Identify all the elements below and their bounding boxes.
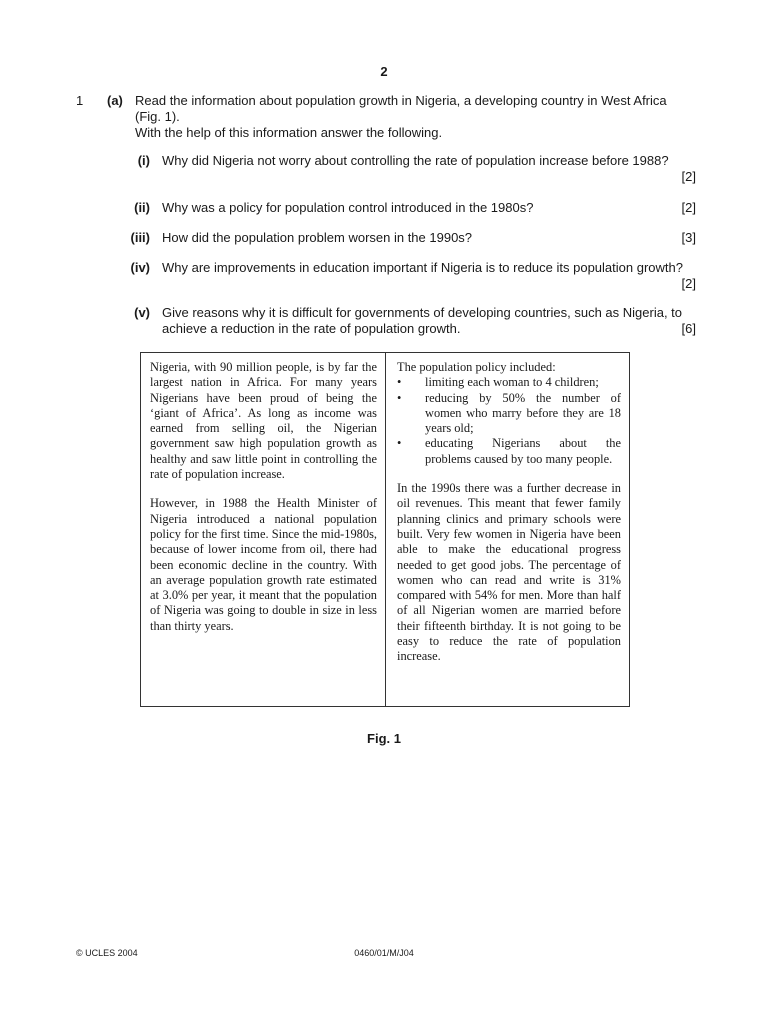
intro-line-2: With the help of this information answer the following. bbox=[135, 125, 443, 140]
bullet-icon: • bbox=[397, 436, 402, 451]
subquestion-marks: [6] bbox=[681, 321, 696, 336]
subquestion-label: (v) bbox=[134, 305, 150, 320]
subquestion-text: How did the population problem worsen in the 1990s? bbox=[162, 230, 473, 245]
subquestion-iii bbox=[120, 230, 696, 246]
question-intro bbox=[135, 93, 695, 141]
subquestion-text: Why was a policy for population control introduced in the 1980s? bbox=[162, 200, 534, 215]
policy-heading: The population policy included: bbox=[397, 360, 556, 374]
question-part: (a) bbox=[107, 93, 123, 108]
page-number: 2 bbox=[380, 64, 388, 79]
subquestion-text: Why are improvements in education important if Nigeria is to reduce its population growth? bbox=[162, 260, 683, 275]
bullet-icon: • bbox=[397, 390, 402, 405]
subquestion-marks: [3] bbox=[681, 230, 696, 245]
subquestion-iv bbox=[120, 260, 696, 292]
subquestion-ii bbox=[120, 200, 696, 216]
policy-item bbox=[397, 391, 621, 437]
subquestion-marks: [2] bbox=[681, 200, 696, 215]
bullet-icon: • bbox=[397, 375, 402, 390]
subquestion-text: Why did Nigeria not worry about controlling the rate of population increase before 1988? bbox=[162, 153, 669, 168]
figure-box bbox=[140, 352, 630, 707]
figure-left-column bbox=[150, 360, 377, 648]
subquestion-label: (i) bbox=[137, 153, 150, 168]
policy-item bbox=[397, 436, 621, 467]
right-paragraph: In the 1990s there was a further decrease in oil revenues. This meant that fewer family planning clinics and primary schools were built. Very few women in Nigeria have been able to make the educational progress needed to get good jobs. The percentage of women who can read and write is 31% compared with 54% for men. More than half of all Nigerian women are married before their fifteenth birthday. It is not going to be easy to reduce the rate of population increase. bbox=[397, 481, 621, 664]
policy-item-text: educating Nigerians about the problems caused by too many people. bbox=[425, 436, 621, 466]
column-divider bbox=[385, 353, 386, 706]
subquestion-i bbox=[120, 153, 696, 185]
question-number: 1 bbox=[76, 93, 84, 108]
figure-right-column bbox=[397, 360, 621, 679]
left-paragraph-1: Nigeria, with 90 million people, is by far the largest nation in Africa. For many years Nigerians have been proud of being the ‘giant of Africa’. As long as income was earned from selling oil, the Nigerian government saw high population growth as healthy and saw little point in controlling the rate of population increase. bbox=[150, 360, 377, 482]
figure-caption: Fig. 1 bbox=[367, 731, 401, 746]
footer-code: 0460/01/M/J04 bbox=[354, 948, 414, 958]
policy-item-text: limiting each woman to 4 children; bbox=[425, 375, 599, 390]
footer-copyright: © UCLES 2004 bbox=[76, 948, 138, 958]
subquestion-v bbox=[120, 305, 696, 337]
policy-item bbox=[397, 375, 621, 390]
subquestion-marks: [2] bbox=[681, 169, 696, 184]
intro-line-1: Read the information about population growth in Nigeria, a developing country in West Africa (Fig. 1). bbox=[135, 93, 667, 124]
policy-item-text: reducing by 50% the number of women who marry before they are 18 years old; bbox=[425, 390, 621, 436]
subquestion-marks: [2] bbox=[681, 276, 696, 291]
subquestion-label: (iii) bbox=[130, 230, 150, 245]
subquestion-label: (iv) bbox=[130, 260, 150, 275]
left-paragraph-2: However, in 1988 the Health Minister of Nigeria introduced a national population policy for the first time. Since the mid-1980s, because of lower income from oil, there had been economic decline in the country. With an average population growth rate estimated at 3.0% per year, it meant that the population of Nigeria was going to double in size in less than thirty years. bbox=[150, 496, 377, 633]
policy-list bbox=[397, 375, 621, 467]
subquestion-label: (ii) bbox=[134, 200, 150, 215]
subquestion-text: Give reasons why it is difficult for governments of developing countries, such as Nigeria, to achieve a reduction in the rate of population growth. bbox=[162, 305, 683, 336]
